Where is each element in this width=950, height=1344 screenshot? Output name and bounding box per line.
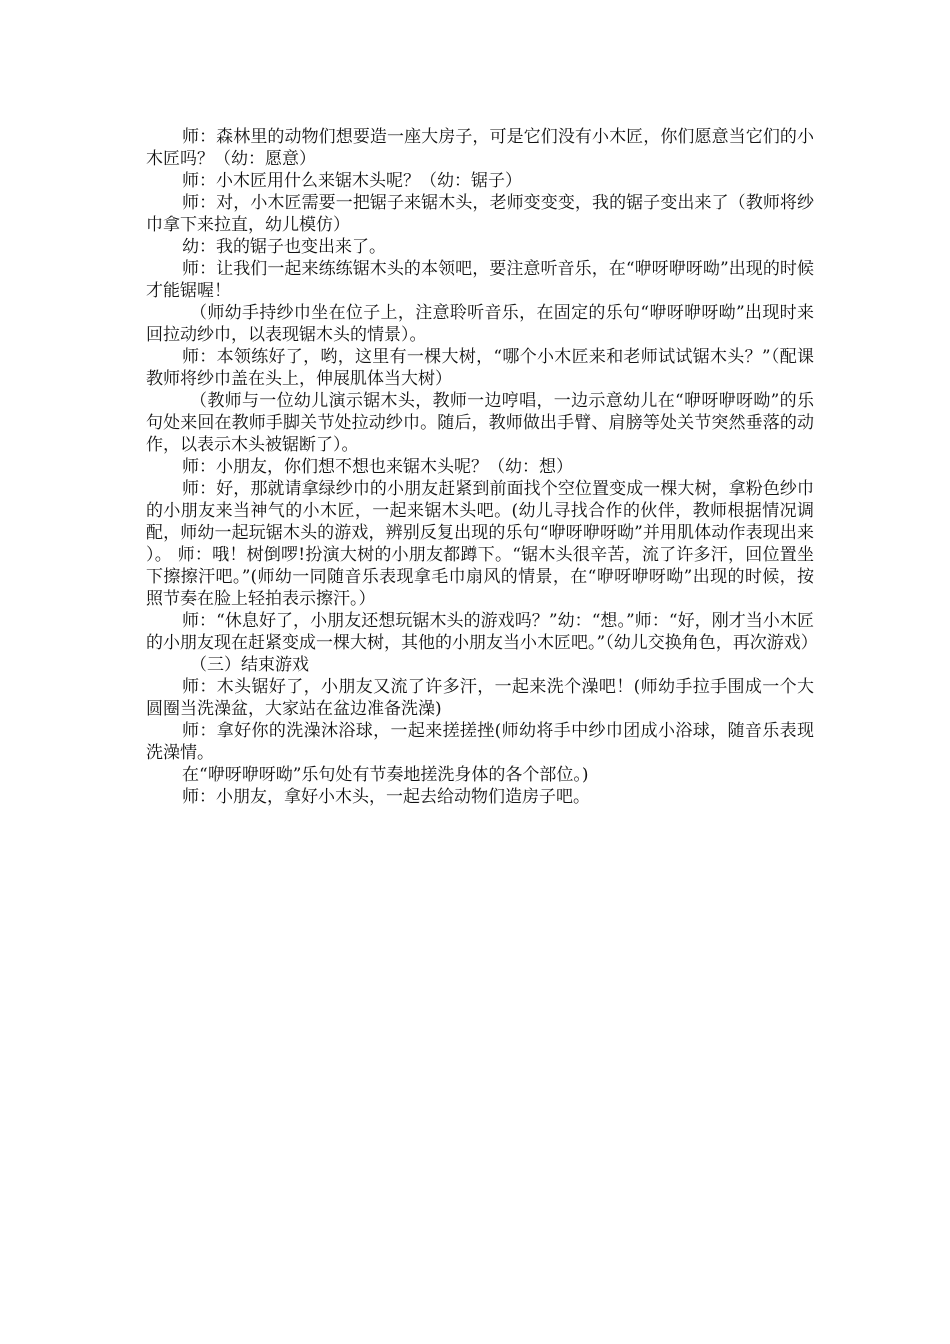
paragraph-bath-ball: 师：拿好你的洗澡沐浴球，一起来搓搓挫(师幼将手中纱巾团成小浴球，随音乐表现洗澡情。 xyxy=(146,721,814,763)
paragraph-child-saw: 幼：我的锯子也变出来了。 xyxy=(182,237,386,257)
section-heading-end-game: （三）结束游戏 xyxy=(190,655,309,675)
paragraph-saw-appears: 师：对，小木匠需要一把锯子来锯木头，老师变变变，我的锯子变出来了（教师将纱巾拿下来拉直，幼儿模仿） xyxy=(146,193,814,235)
paragraph-bath: 师：木头锯好了，小朋友又流了许多汗，一起来洗个澡吧！(师幼手拉手围成一个大圆圈当洗澡盆，大家站在盆边准备洗澡) xyxy=(146,677,814,719)
paragraph-forest-intro: 师：森林里的动物们想要造一座大房子，可是它们没有小木匠，你们愿意当它们的小木匠吗？（幼：愿意） xyxy=(146,127,814,169)
paragraph-want-to-saw: 师：小朋友，你们想不想也来锯木头呢？（幼：想） xyxy=(182,457,573,477)
paragraph-game: 师：好，那就请拿绿纱巾的小朋友赶紧到前面找个空位置变成一棵大树，拿粉色纱巾的小朋友来当神气的小木匠，一起来锯木头吧。(幼儿寻找合作的伙伴，教师根据情况调配，师幼一起玩锯木头的游戏，辨别反复出现的乐句“咿呀咿呀呦”并用肌体动作表现出来）。 师：哦！树倒啰!扮演大树的小朋友都蹲下。“锯木头很辛苦，流了许多汗，回位置坐下擦擦汗吧。”(师幼一同随音乐表现拿毛巾扇风的情景，在“咿呀咿呀呦”出现的时候，按照节奏在脸上轻拍表示擦汗。） xyxy=(146,479,814,609)
paragraph-big-tree: 师：本领练好了，哟，这里有一棵大树，“哪个小木匠来和老师试试锯木头？”（配课教师将纱巾盖在头上，伸展肌体当大树） xyxy=(146,347,814,389)
paragraph-build-house: 师：小朋友，拿好小木头，一起去给动物们造房子吧。 xyxy=(182,787,590,807)
paragraph-rest: 师：“休息好了，小朋友还想玩锯木头的游戏吗？”幼：“想。”师：“好，刚才当小木匠的小朋友现在赶紧变成一棵大树，其他的小朋友当小木匠吧。”（幼儿交换角色，再次游戏） xyxy=(146,611,818,653)
paragraph-listen-music: （师幼手持纱巾坐在位子上，注意聆听音乐，在固定的乐句“咿呀咿呀呦”出现时来回拉动纱巾，以表现锯木头的情景）。 xyxy=(146,303,814,345)
document-page xyxy=(146,126,818,808)
paragraph-practice: 师：让我们一起来练练锯木头的本领吧，要注意听音乐，在“咿呀咿呀呦”出现的时候才能锯喔！ xyxy=(146,259,814,301)
paragraph-saw-question: 师：小木匠用什么来锯木头呢？（幼：锯子） xyxy=(182,171,522,191)
paragraph-demo: （教师与一位幼儿演示锯木头，教师一边哼唱，一边示意幼儿在“咿呀咿呀呦”的乐句处来回在教师手脚关节处拉动纱巾。随后，教师做出手臂、肩膀等处关节突然垂落的动作，以表示木头被锯断了）。 xyxy=(146,391,814,455)
paragraph-scrub: 在“咿呀咿呀呦”乐句处有节奏地搓洗身体的各个部位。) xyxy=(182,765,589,785)
